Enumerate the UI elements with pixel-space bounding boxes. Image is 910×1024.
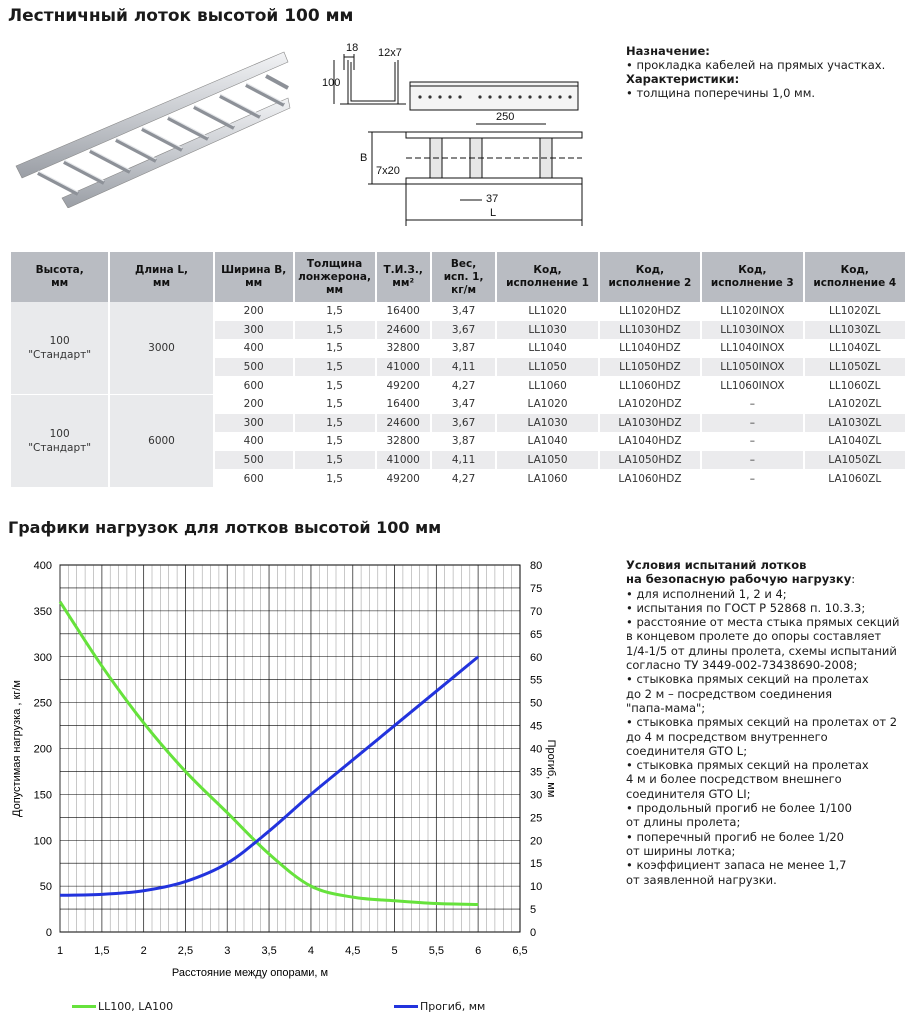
height-subtitle: "Стандарт" (28, 349, 92, 362)
y2-axis-label: Прогиб, мм (545, 739, 557, 798)
table-cell: 4,11 (431, 451, 497, 470)
table-cell: 24600 (376, 321, 431, 340)
x-tick-label: 5 (391, 945, 398, 957)
table-cell: 4,11 (431, 358, 497, 377)
condition-line: 1/4-1/5 от длины пролета, схемы испытаний (626, 643, 897, 658)
column-header-line: лонжерона, (298, 270, 371, 283)
y2-tick-label: 70 (530, 605, 543, 618)
table-cell: 4,27 (431, 469, 497, 488)
table-cell: 3,47 (431, 395, 497, 414)
height-cell (11, 395, 109, 488)
y2-tick-label: 0 (530, 927, 537, 939)
table-cell: 300 (214, 414, 294, 433)
y2-tick-label: 60 (530, 651, 543, 664)
table-row (11, 302, 906, 321)
table-cell: LA1030HDZ (599, 414, 701, 433)
column-header-line: Толщина (306, 257, 363, 270)
condition-line: • продольный прогиб не более 1/100 (626, 801, 852, 816)
table-cell: 1,5 (294, 395, 376, 414)
test-conditions (626, 558, 910, 887)
legend-label-deflection: Прогиб, мм (420, 1000, 486, 1013)
table-cell: 600 (214, 376, 294, 395)
page-title: Лестничный лоток высотой 100 мм (8, 6, 354, 26)
dim-18: 18 (346, 42, 359, 54)
table-cell: LL1020INOX (701, 302, 803, 321)
dim-l: L (490, 207, 497, 219)
column-header-line: исполнение 3 (710, 277, 794, 289)
table-cell: LA1050 (496, 451, 598, 470)
dim-37: 37 (486, 193, 499, 205)
table-cell: 1,5 (294, 339, 376, 358)
length-cell: 6000 (109, 395, 213, 488)
purpose-text: • прокладка кабелей на прямых участках. (626, 58, 886, 72)
table-cell: 49200 (376, 376, 431, 395)
column-header (376, 252, 431, 302)
column-header (804, 252, 906, 302)
column-header-line: Код, (840, 264, 869, 276)
condition-line: • расстояние от места стыка прямых секций (626, 615, 900, 630)
y2-tick-label: 15 (530, 858, 543, 871)
height-value: 100 (49, 335, 70, 348)
table-cell: LL1040INOX (701, 339, 803, 358)
condition-line: в концевом пролете до опоры составляет (626, 629, 882, 644)
column-header-line: Т.И.З., (383, 264, 423, 276)
condition-line: "папа-мама"; (626, 700, 706, 715)
charts-title: Графики нагрузок для лотков высотой 100 мм (8, 518, 442, 537)
table-cell: LA1030ZL (804, 414, 906, 433)
table-cell: 1,5 (294, 358, 376, 377)
spec-table (11, 252, 907, 488)
table-cell: 49200 (376, 469, 431, 488)
conditions-list (626, 587, 910, 887)
column-header (599, 252, 701, 302)
table-cell: 32800 (376, 432, 431, 451)
legend-item-deflection (394, 1000, 485, 1013)
y2-tick-label: 80 (530, 560, 543, 572)
column-header (214, 252, 294, 302)
condition-line: • поперечный прогиб не более 1/20 (626, 829, 844, 844)
table-cell: LA1020 (496, 395, 598, 414)
table-cell: 3,47 (431, 302, 497, 321)
y2-tick-label: 55 (530, 674, 543, 687)
table-cell: LA1040 (496, 432, 598, 451)
table-cell: LL1040ZL (804, 339, 906, 358)
table-cell: 1,5 (294, 376, 376, 395)
legend-line-green (72, 1005, 96, 1008)
table-cell: LA1020HDZ (599, 395, 701, 414)
y2-tick-label: 40 (530, 743, 543, 756)
conditions-title-colon: : (851, 572, 856, 587)
y-tick-label: 200 (33, 743, 52, 756)
dim-7x20: 7x20 (376, 165, 400, 177)
x-tick-label: 2,5 (177, 945, 194, 957)
column-header-line: Вес, (450, 257, 477, 270)
table-cell: LA1060 (496, 469, 598, 488)
column-header-line: Высота, (35, 264, 84, 276)
column-header-line: мм (325, 283, 344, 296)
column-header-line: Код, (635, 264, 665, 276)
load-chart (0, 548, 560, 1024)
column-header (431, 252, 497, 302)
condition-line: • коэффициент запаса не менее 1,7 (626, 858, 847, 873)
column-header-line: Ширина B, (221, 264, 287, 276)
table-cell: 200 (214, 302, 294, 321)
y2-tick-label: 20 (530, 835, 543, 848)
table-cell: LL1060ZL (804, 376, 906, 395)
table-cell: 32800 (376, 339, 431, 358)
column-header-line: Код, (738, 264, 767, 276)
table-cell: 400 (214, 339, 294, 358)
column-header (496, 252, 598, 302)
x-tick-label: 4 (307, 945, 314, 957)
table-cell: 200 (214, 395, 294, 414)
table-cell: LL1020ZL (804, 302, 906, 321)
length-cell: 3000 (109, 302, 213, 395)
column-header-line: исполнение 2 (608, 277, 692, 289)
x-tick-label: 1 (56, 945, 64, 957)
table-cell: LL1050HDZ (599, 358, 701, 377)
table-cell: LA1060ZL (804, 469, 906, 488)
x-axis-label: Расстояние между опорами, м (171, 967, 329, 979)
table-cell: LA1060HDZ (599, 469, 701, 488)
table-cell: LL1060 (496, 376, 598, 395)
conditions-title-1: Условия испытаний лотков (626, 558, 807, 572)
table-cell: LL1020HDZ (599, 302, 701, 321)
table-cell: 41000 (376, 451, 431, 470)
table-cell: LL1030INOX (701, 321, 803, 340)
table-cell: 400 (214, 432, 294, 451)
table-cell: LL1050ZL (804, 358, 906, 377)
y2-tick-label: 25 (530, 812, 543, 825)
legend-line-blue (394, 1005, 418, 1008)
table-cell: 1,5 (294, 414, 376, 433)
x-tick-label: 3 (224, 945, 231, 957)
table-header-row (11, 252, 906, 302)
table-cell: – (701, 432, 803, 451)
table-cell: 3,67 (431, 321, 497, 340)
table-cell: 24600 (376, 414, 431, 433)
condition-line: 4 м и более посредством внешнего (626, 772, 842, 787)
table-cell: – (701, 451, 803, 470)
height-value: 100 (49, 428, 70, 441)
table-cell: LA1050ZL (804, 451, 906, 470)
height-subtitle: "Стандарт" (28, 442, 92, 455)
table-cell: 3,67 (431, 414, 497, 433)
y-tick-label: 50 (39, 881, 52, 894)
table-cell: 1,5 (294, 451, 376, 470)
y2-tick-label: 5 (530, 904, 537, 917)
table-row (11, 395, 906, 414)
y2-tick-label: 45 (530, 720, 543, 733)
table-cell: LL1040HDZ (599, 339, 701, 358)
description-block (626, 44, 906, 100)
condition-line: • стыковка прямых секций на пролетах (626, 758, 869, 773)
x-tick-label: 3,5 (261, 945, 277, 957)
table-cell: 3,87 (431, 432, 497, 451)
x-tick-label: 6,5 (512, 945, 528, 957)
condition-line: до 2 м – посредством соединения (626, 686, 833, 701)
column-header-line: исп. 1, (443, 270, 484, 283)
table-cell: 1,5 (294, 302, 376, 321)
y2-tick-label: 30 (530, 789, 543, 802)
table-cell: LL1060HDZ (599, 376, 701, 395)
condition-line: до 4 м посредством внутреннего (626, 729, 828, 744)
y-tick-label: 350 (33, 605, 52, 618)
condition-line: • для исполнений 1, 2 и 4; (626, 586, 787, 601)
table-cell: LA1040HDZ (599, 432, 701, 451)
table-cell: 41000 (376, 358, 431, 377)
table-cell: LL1050 (496, 358, 598, 377)
table-cell: LL1030 (496, 321, 598, 340)
condition-line: соединителя GTO L; (626, 743, 748, 758)
condition-line: • испытания по ГОСТ Р 52868 п. 10.3.3; (626, 600, 866, 615)
table-cell: LL1020 (496, 302, 598, 321)
y-tick-label: 150 (33, 789, 52, 802)
table-cell: LA1050HDZ (599, 451, 701, 470)
y2-tick-label: 35 (530, 766, 543, 779)
table-cell: LL1030ZL (804, 321, 906, 340)
characteristics-text: • толщина поперечины 1,0 мм. (626, 86, 816, 100)
condition-line: от ширины лотка; (626, 843, 736, 858)
column-header-line: исполнение 1 (506, 277, 589, 289)
y2-tick-label: 65 (530, 628, 543, 641)
column-header-line: мм (245, 277, 263, 289)
column-header-line: мм (51, 277, 69, 289)
table-cell: 16400 (376, 302, 431, 321)
condition-line: соединителя GTO LI; (626, 786, 751, 801)
column-header-line: Длина L, (134, 264, 189, 276)
condition-line: • стыковка прямых секций на пролетах (626, 672, 869, 687)
table-cell: 300 (214, 321, 294, 340)
dim-b: B (360, 152, 368, 164)
table-cell: LA1040ZL (804, 432, 906, 451)
y-tick-label: 400 (33, 560, 52, 572)
table-cell: 16400 (376, 395, 431, 414)
y-axis-label: Допустимая нагрузка , кг/м (11, 680, 23, 817)
x-tick-label: 1,5 (94, 945, 110, 957)
y-tick-label: 0 (45, 927, 52, 939)
dim-100: 100 (322, 77, 341, 89)
column-header-line: мм² (392, 277, 415, 289)
characteristics-title: Характеристики: (626, 72, 740, 86)
column-header (294, 252, 376, 302)
column-header-line: кг/м (451, 283, 477, 296)
purpose-title: Назначение: (626, 44, 710, 58)
tray-technical-drawing (320, 42, 590, 232)
table-body (11, 302, 906, 488)
column-header-line: Код, (533, 264, 562, 276)
table-cell: – (701, 414, 803, 433)
table-cell: LA1020ZL (804, 395, 906, 414)
table-cell: 500 (214, 358, 294, 377)
dim-250: 250 (496, 111, 515, 123)
y-tick-label: 100 (33, 835, 52, 848)
x-tick-label: 6 (475, 945, 482, 957)
dim-12x7: 12x7 (378, 47, 402, 59)
condition-line: согласно ТУ 3449-002-73438690-2008; (626, 658, 858, 673)
y2-tick-label: 10 (530, 881, 543, 894)
table-cell: 500 (214, 451, 294, 470)
table-cell: 600 (214, 469, 294, 488)
table-cell: LL1030HDZ (599, 321, 701, 340)
table-cell: 3,87 (431, 339, 497, 358)
table-cell: LL1040 (496, 339, 598, 358)
column-header (11, 252, 109, 302)
table-cell: 1,5 (294, 469, 376, 488)
y-tick-label: 250 (33, 697, 52, 710)
table-cell: LL1060INOX (701, 376, 803, 395)
condition-line: от длины пролета; (626, 815, 741, 830)
table-cell: 1,5 (294, 321, 376, 340)
table-cell: – (701, 395, 803, 414)
legend-item-load (72, 1000, 173, 1013)
height-cell (11, 302, 109, 395)
column-header-line: исполнение 4 (813, 277, 897, 289)
column-header-line: мм (152, 277, 171, 289)
table-cell: 4,27 (431, 376, 497, 395)
condition-line: от заявленной нагрузки. (626, 872, 777, 887)
table-cell: – (701, 469, 803, 488)
column-header (109, 252, 213, 302)
y2-tick-label: 50 (530, 697, 543, 710)
table-cell: LA1030 (496, 414, 598, 433)
condition-line: • стыковка прямых секций на пролетах от 2 (626, 715, 898, 730)
ladder-tray-photo (12, 48, 292, 208)
x-tick-label: 5,5 (428, 945, 445, 957)
y2-tick-label: 75 (530, 582, 543, 595)
conditions-title-2: на безопасную рабочую нагрузку (626, 572, 852, 587)
y-tick-label: 300 (33, 651, 52, 664)
column-header (701, 252, 803, 302)
legend-label-load: LL100, LA100 (98, 1000, 174, 1013)
x-tick-label: 4,5 (345, 945, 361, 957)
x-tick-label: 2 (140, 945, 147, 957)
table-cell: 1,5 (294, 432, 376, 451)
table-cell: LL1050INOX (701, 358, 803, 377)
